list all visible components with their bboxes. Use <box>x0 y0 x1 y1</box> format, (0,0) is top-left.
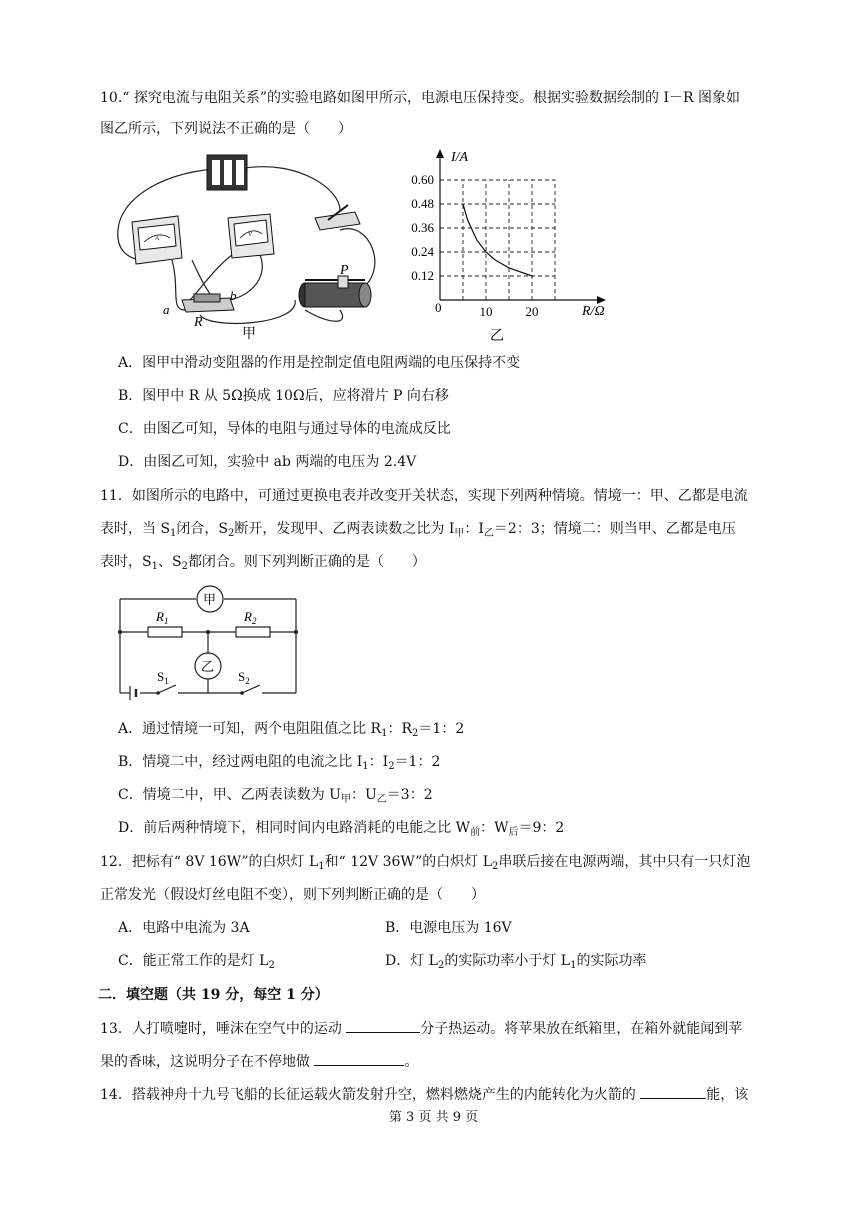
battery-icon <box>207 155 247 190</box>
y-tick-label: 0.24 <box>411 244 434 259</box>
ammeter-icon <box>132 216 182 264</box>
q13-blank-2[interactable] <box>314 1051 404 1066</box>
q12-option-A: A．电路中电流为 3A <box>118 920 250 936</box>
q11-option-A: A．通过情境一可知，两个电阻阻值之比 $R_1$：$R_2=1$：2 <box>118 721 465 739</box>
q10-option-B: B．图甲中 R 从 5Ω换成 10Ω后，应将滑片 P 向右移 <box>118 388 449 404</box>
q10-option-A: A．图甲中滑动变阻器的作用是控制定值电阻两端的电压保持不变 <box>118 355 521 371</box>
jia-label-P: P <box>340 263 349 278</box>
R1-label: $R_1$ <box>156 609 169 626</box>
R2-label: $R_2$ <box>244 609 257 626</box>
q11-option-D: D．前后两种情境下，相同时间内电路消耗的电能之比 $W_前$：$W_后=9$：2 <box>118 820 565 838</box>
svg-text:V: V <box>248 232 253 238</box>
q10-option-D: D．由图乙可知，实验中 ab 两端的电压为 2.4V <box>118 454 417 470</box>
x-tick-label: 20 <box>525 304 539 319</box>
resistor-R-icon <box>182 294 234 312</box>
meter-jia-label: 甲 <box>203 592 217 607</box>
q12-line2: 正常发光（假设灯丝电阻不变），则下列判断正确的是（ ） <box>100 887 485 903</box>
q12-option-C: C．能正常工作的是灯 $L_2$ <box>118 953 275 971</box>
section-fill-in-title: 二．填空题（共 19 分，每空 1 分） <box>98 987 329 1003</box>
q11-line1: 11．如图所示的电路中，可通过更换电表并改变开关状态，实现下列两种情境。情境一：甲、乙都是电流 <box>100 488 748 504</box>
jia-caption: 甲 <box>242 327 256 342</box>
jia-label-a: a <box>163 302 170 317</box>
q12-line1: 12．把标有“ 8V 16W”的白炽灯 $L_1$和“ 12V 36W”的白炽灯 $L_2$串联后接在电源两端，其中只有一只灯泡 <box>100 854 751 872</box>
q12-option-D: D．灯 $L_2$的实际功率小于灯 $L_1$的实际功率 <box>385 953 647 971</box>
S1-label: $S_1$ <box>157 669 169 686</box>
q11-line2: 表时，当 $S_1$闭合，$S_2$断开，发现甲、乙两表读数之比为 $I_甲$：$I_乙=2$：3；情境二：则当甲、乙都是电压 <box>100 521 736 539</box>
y-tick-label: 0.60 <box>411 172 434 187</box>
q10-stem-line1: 10.“ 探究电流与电阻关系”的实验电路如图甲所示，电源电压保持变。根据实验数据绘制的 I－R 图象如 <box>100 90 740 106</box>
jia-label-b: b <box>230 288 237 303</box>
q14-blank-1[interactable] <box>640 1084 706 1099</box>
q10-option-C: C．由图乙可知，导体的电阻与通过导体的电流成反比 <box>118 421 451 437</box>
chart-xlabel: R/Ω <box>582 304 605 319</box>
jia-label-R: R <box>194 315 203 330</box>
q11-circuit-figure <box>112 585 302 700</box>
voltmeter-icon <box>228 214 274 258</box>
chart-ylabel: I/A <box>451 150 469 165</box>
q13-blank-1[interactable] <box>346 1018 420 1033</box>
q12-option-B: B．电源电压为 16V <box>385 920 512 936</box>
q11-line3: 表时，$S_1$、$S_2$都闭合。则下列判断正确的是（ ） <box>100 554 426 572</box>
page-footer: 第 3 页 共 9 页 <box>388 1110 479 1125</box>
meter-yi-label: 乙 <box>201 659 215 674</box>
rheostat-icon <box>299 276 371 307</box>
x-tick-label: 10 <box>479 304 493 319</box>
S2-label: $S_2$ <box>238 669 250 686</box>
q11-option-C: C．情境二中，甲、乙两表读数为 $U_甲$：$U_乙=3$：2 <box>118 787 433 805</box>
q10-figure-jia <box>100 150 400 350</box>
q13-line2: 果的香味，这说明分子在不停地做 。 <box>100 1051 418 1072</box>
q14-line1: 14．搭载神舟十九号飞船的长征运载火箭发射升空，燃料燃烧产生的内能转化为火箭的 能，该 <box>100 1084 748 1105</box>
q13-line1: 13．人打喷嚏时，唾沫在空气中的运动 分子热运动。将苹果放在纸箱里，在箱外就能闻到苹 <box>100 1018 742 1039</box>
q10-chart-yi <box>395 145 625 350</box>
switch-icon <box>315 205 360 230</box>
svg-text:A: A <box>155 236 160 242</box>
chart-caption: 乙 <box>490 329 504 344</box>
series-curve <box>463 204 532 276</box>
q11-option-B: B．情境二中，经过两电阻的电流之比 $I_1$：$I_2=1$：2 <box>118 754 441 772</box>
chart-origin: 0 <box>435 300 442 315</box>
y-tick-label: 0.48 <box>411 196 434 211</box>
q10-stem-line2: 图乙所示，下列说法不正确的是（ ） <box>100 121 352 137</box>
y-tick-label: 0.12 <box>411 268 434 283</box>
y-tick-label: 0.36 <box>411 220 434 235</box>
